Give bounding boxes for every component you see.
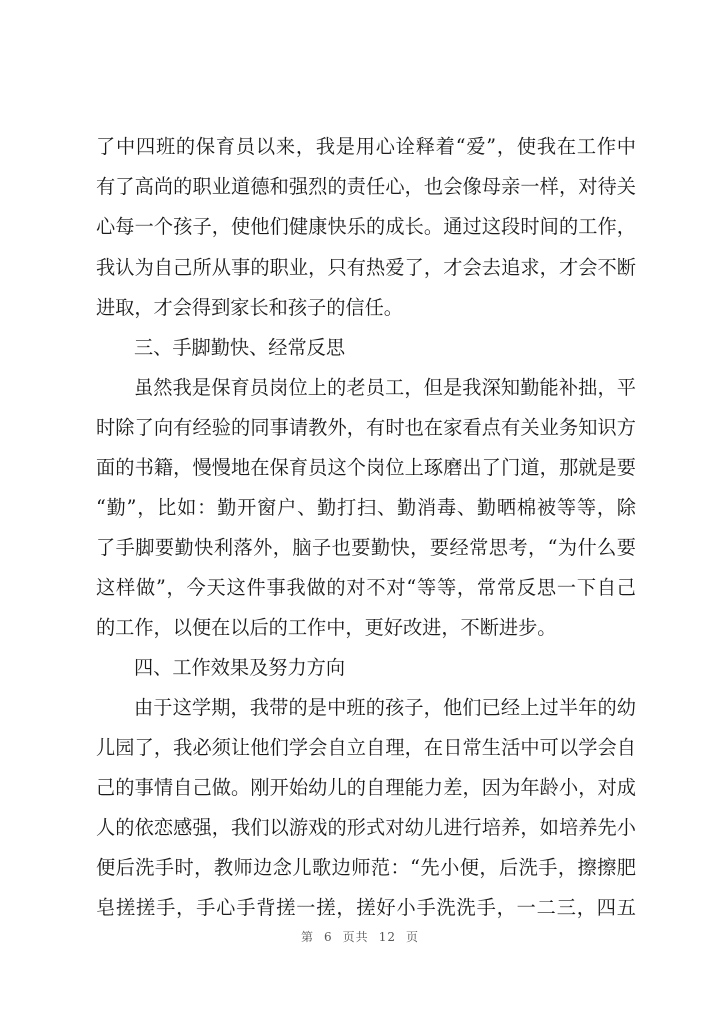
paragraph-line: 皂搓搓手，手心手背搓一搓，搓好小手洗洗手，一二三，四五 — [96, 896, 636, 919]
paragraph-line: 我认为自己所从事的职业，只有热爱了，才会去追求，才会不断 — [96, 256, 636, 279]
paragraph-line: 面的书籍，慢慢地在保育员这个岗位上琢磨出了门道，那就是要 — [96, 456, 636, 479]
section-heading: 三、手脚勤快、经常反思 — [134, 336, 346, 359]
paragraph-line: 心每一个孩子，使他们健康快乐的成长。通过这段时间的工作， — [96, 215, 636, 238]
paragraph-line: 有了高尚的职业道德和强烈的责任心，也会像母亲一样，对待关 — [96, 175, 636, 198]
page-footer — [0, 930, 720, 944]
paragraph-line: 时除了向有经验的同事请教外，有时也在家看点有关业务知识方 — [96, 416, 636, 439]
footer-prefix: 第 — [301, 930, 315, 944]
paragraph-line: 己的事情自己做。刚开始幼儿的自理能力差，因为年龄小，对成 — [96, 776, 636, 799]
paragraph-line: 这样做”，今天这件事我做的对不对“等等，常常反思一下自己 — [96, 576, 636, 599]
paragraph-line: 人的依恋感强，我们以游戏的形式对幼儿进行培养，如培养先小 — [96, 816, 636, 839]
paragraph-line: 便后洗手时，教师边念儿歌边师范：“先小便，后洗手，擦擦肥 — [96, 856, 636, 879]
paragraph-line: 儿园了，我必须让他们学会自立自理，在日常生活中可以学会自 — [96, 736, 636, 759]
paragraph-line: “勤”，比如：勤开窗户、勤打扫、勤消毒、勤晒棉被等等，除 — [96, 496, 636, 519]
paragraph-line: 了手脚要勤快利落外，脑子也要勤快，要经常思考，“为什么要 — [96, 536, 636, 559]
current-page-number: 6 — [324, 930, 333, 944]
paragraph-line: 的工作，以便在以后的工作中，更好改进，不断进步。 — [96, 616, 557, 639]
footer-middle: 页共 — [342, 930, 369, 944]
paragraph-line: 进取，才会得到家长和孩子的信任。 — [96, 296, 403, 319]
total-page-count: 12 — [378, 930, 396, 944]
paragraph-line: 虽然我是保育员岗位上的老员工，但是我深知勤能补拙，平 — [134, 376, 636, 399]
paragraph-line: 了中四班的保育员以来，我是用心诠释着“爱”，使我在工作中 — [96, 135, 636, 158]
section-heading: 四、工作效果及努力方向 — [134, 656, 346, 679]
paragraph-line: 由于这学期，我带的是中班的孩子，他们已经上过半年的幼 — [134, 696, 636, 719]
footer-suffix: 页 — [405, 930, 419, 944]
